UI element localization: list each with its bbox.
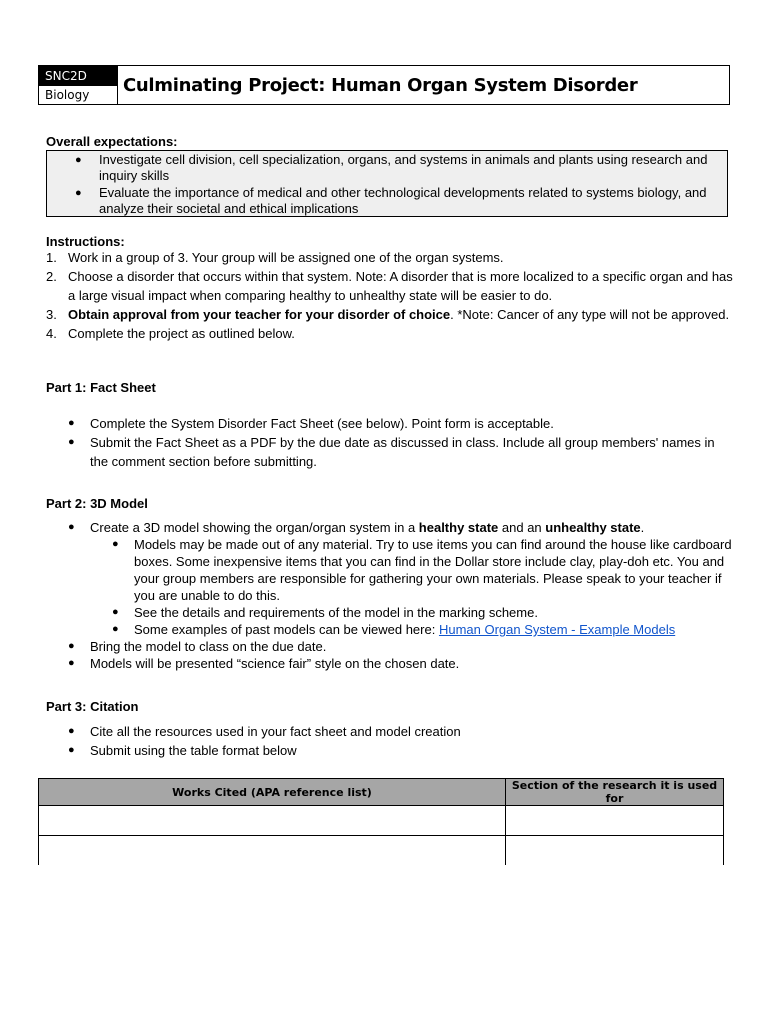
table-cell[interactable] — [39, 836, 506, 866]
part3-list — [46, 722, 736, 760]
instructions-heading: Instructions: — [46, 234, 125, 249]
part1-list — [46, 414, 736, 471]
part2-sublist — [90, 536, 736, 638]
bullet-icon: ● — [68, 436, 75, 448]
table-row — [39, 806, 724, 836]
course-code: SNC2D — [39, 66, 117, 86]
bullet-icon: ● — [68, 744, 75, 756]
instructions-list — [46, 248, 736, 343]
list-item: 2. Choose a disorder that occurs within that system. Note: A disorder that is more localized to a specific organ and has a large visual impact when comparing healthy to unhealthy state will be easier to do. — [46, 269, 733, 303]
bullet-icon: ● — [112, 623, 119, 635]
works-cited-column-header: Works Cited (APA reference list) — [39, 779, 506, 806]
list-item: ● See the details and requirements of the model in the marking scheme. — [112, 605, 538, 620]
list-item: ● Bring the model to class on the due date. — [68, 639, 327, 654]
table-row — [39, 836, 724, 866]
list-item: ● Complete the System Disorder Fact Sheet (see below). Point form is acceptable. — [68, 416, 554, 431]
course-subject: Biology — [45, 88, 90, 102]
document-header — [38, 65, 730, 105]
works-cited-table — [38, 778, 724, 865]
table-cell[interactable] — [506, 806, 724, 836]
list-item: ● Submit using the table format below — [68, 743, 297, 758]
list-item: 4. Complete the project as outlined below. — [46, 326, 295, 341]
list-item: 1. Work in a group of 3. Your group will be assigned one of the organ systems. — [46, 250, 504, 265]
table-cell[interactable] — [39, 806, 506, 836]
bullet-icon: ● — [68, 521, 75, 533]
part1-heading: Part 1: Fact Sheet — [46, 380, 156, 395]
table-header-row — [39, 779, 724, 806]
table-cell[interactable] — [506, 836, 724, 866]
list-item: ● Cite all the resources used in your fact sheet and model creation — [68, 724, 461, 739]
list-item: 3. Obtain approval from your teacher for your disorder of choice. *Note: Cancer of any type will not be approved. — [46, 307, 730, 322]
bullet-icon: ● — [68, 725, 75, 737]
part2-list — [46, 519, 736, 672]
bullet-icon: ● — [112, 606, 119, 618]
overall-expectations-heading: Overall expectations: — [46, 134, 178, 149]
bullet-icon: ● — [68, 657, 75, 669]
course-info — [39, 66, 118, 104]
document-title: Culminating Project: Human Organ System Disorder — [123, 74, 638, 96]
bullet-icon: ● — [75, 187, 82, 199]
list-item: ● Investigate cell division, cell specialization, organs, and systems in animals and plants using research and inquiry skills — [75, 152, 708, 183]
example-models-link[interactable]: Human Organ System - Example Models — [438, 622, 676, 637]
list-item: ● Create a 3D model showing the organ/organ system in a healthy state and an unhealthy state. ● Models may be made out of any material. Try to use items you can find around the house like cardboard boxes. Some inexpensive items that you can find in the Dollar store include clay, play-doh etc. You and your group members are responsible for gathering your own materials. Please speak to your teacher if you are unable to do this. ● See the details and requirements of the model in the marking scheme. ● Some examples of past models can be viewed here: Human Organ System - Example Models — [46, 519, 736, 638]
bullet-icon: ● — [68, 640, 75, 652]
list-item: ● Models may be made out of any material. Try to use items you can find around the house like cardboard boxes. Some inexpensive items that you can find in the Dollar store include clay, play-doh etc. You and your group members are responsible for gathering your own materials. Please speak to your teacher if you are unable to do this. — [112, 537, 732, 603]
list-item: ● Models will be presented “science fair” style on the chosen date. — [68, 656, 460, 671]
part2-heading: Part 2: 3D Model — [46, 496, 148, 511]
bullet-icon: ● — [75, 154, 82, 166]
bullet-icon: ● — [68, 417, 75, 429]
bullet-icon: ● — [112, 538, 119, 550]
list-item: ● Submit the Fact Sheet as a PDF by the due date as discussed in class. Include all group members' names in the comment section before submitting. — [68, 435, 715, 469]
overall-expectations-box — [46, 150, 728, 217]
part3-heading: Part 3: Citation — [46, 699, 139, 714]
section-column-header: Section of the research it is used for — [506, 779, 724, 806]
list-item: ● Evaluate the importance of medical and other technological developments related to systems biology, and analyze their societal and ethical implications — [75, 185, 707, 216]
list-item: ● Some examples of past models can be viewed here: Human Organ System - Example Models — [112, 622, 676, 637]
